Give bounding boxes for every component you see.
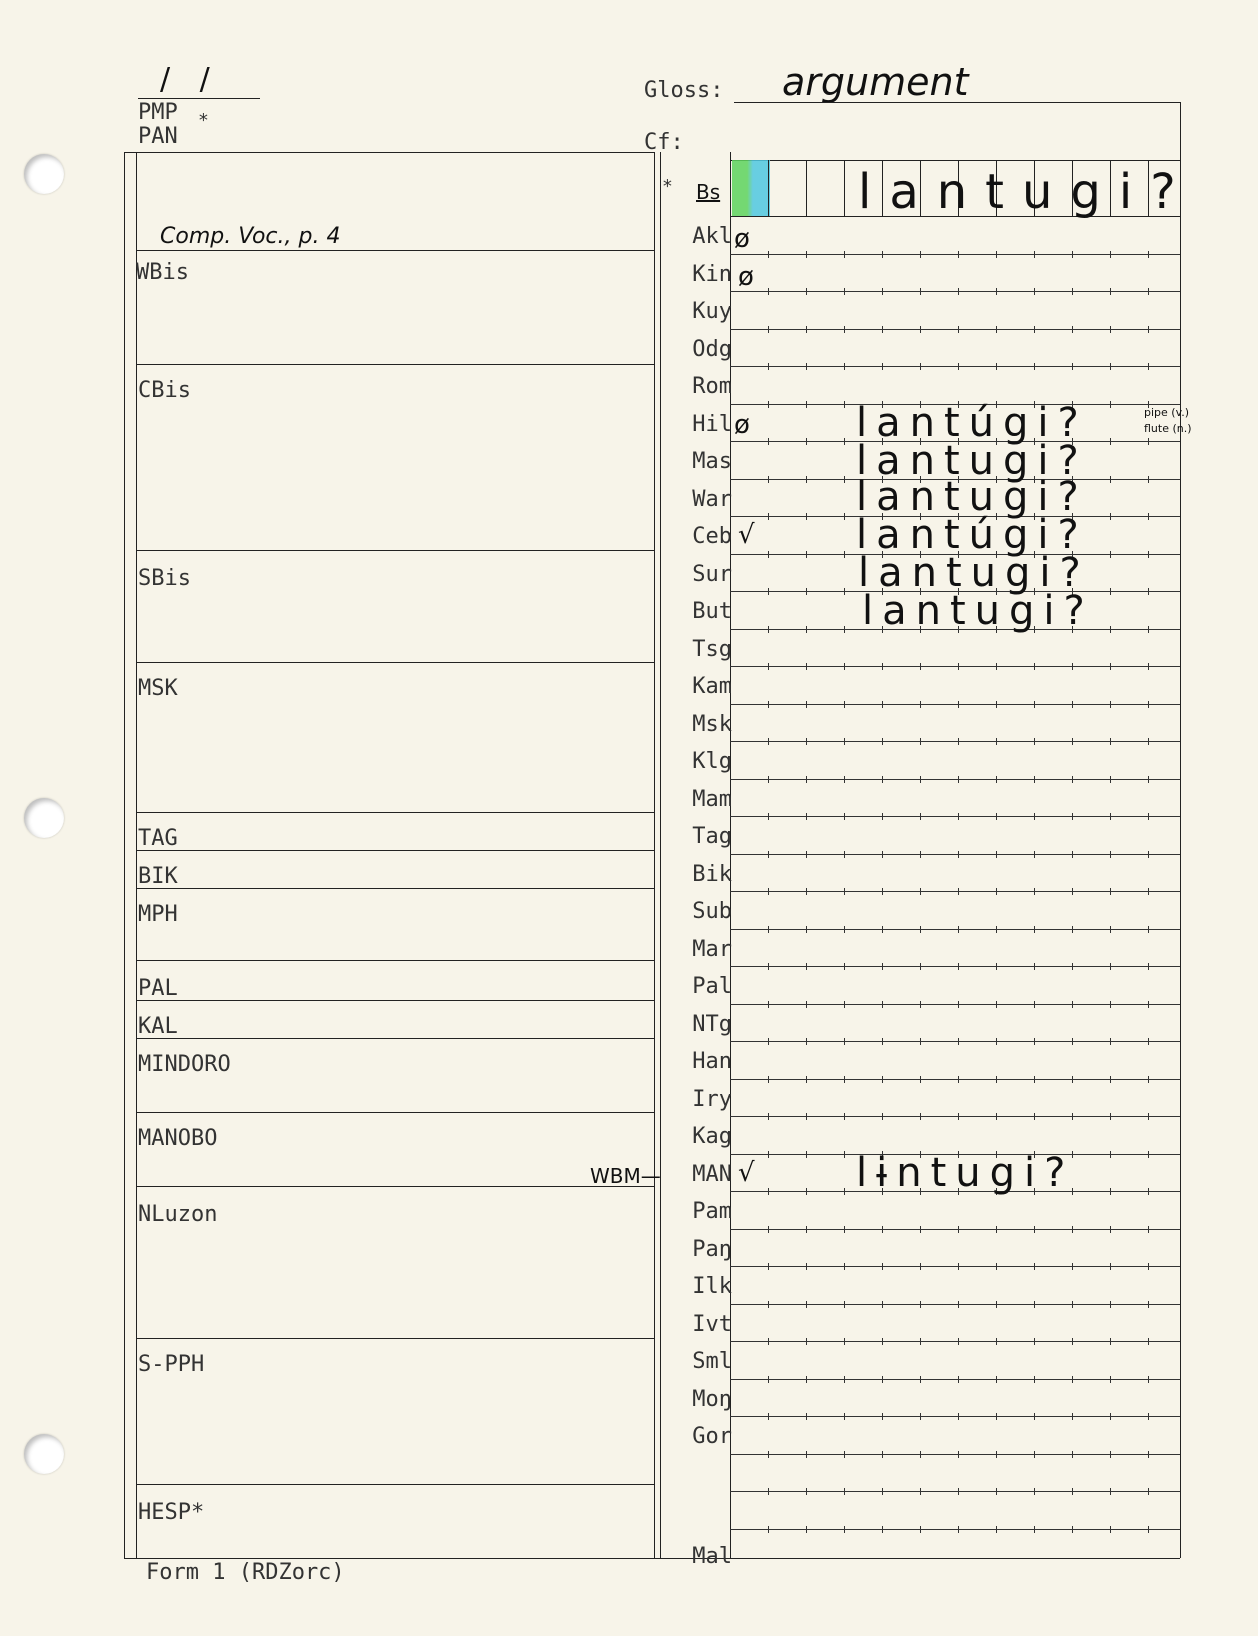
language-label-msk: Msk [692,711,732,737]
language-label-gor: Gor [692,1424,732,1449]
ruled-line [730,366,1180,367]
hil-note-flute: flute (n.) [1144,422,1192,435]
language-label-kam: Kam [692,674,732,699]
bs-entry: lantugi? [858,164,1194,220]
ruled-line [730,1266,1180,1267]
ruled-line [730,329,1180,330]
pmp-asterisk: * [198,110,209,131]
ceb-mark: √ [738,520,755,550]
section-label-msk: MSK [138,676,178,701]
ruled-line [730,1041,1180,1042]
pmp-label: PMP [138,100,178,125]
language-label-ceb: Ceb [692,524,732,549]
section-label-mindoro: MINDORO [138,1052,231,1077]
language-label-mar: Mar [692,936,732,962]
language-label-rom: Rom [692,374,732,399]
man-entry: lɨntugi? [856,1150,1075,1196]
section-label-tag: TAG [138,826,178,851]
hil-entry: lantúgi? [856,400,1088,446]
language-label-war: War [692,486,732,512]
punch-hole [24,154,64,194]
language-label-kuy: Kuy [692,299,732,324]
ruled-line [730,1116,1180,1117]
language-label-mas: Mas [692,449,732,474]
ruled-line [730,779,1180,780]
ruled-line [730,704,1180,705]
reference-note: Comp. Voc., p. 4 [160,224,341,249]
ruled-line [730,1304,1180,1305]
language-label-ilk: Ilk [692,1274,732,1299]
language-label-kag: Kag [692,1124,732,1149]
section-label-manobo: MANOBO [138,1126,218,1151]
language-label-sub: Sub [692,899,732,924]
language-label-pam: Pam [692,1199,732,1224]
ruled-line [730,666,1180,667]
language-label-ivt: Ivt [692,1311,732,1337]
hil-mark: ø [734,410,750,440]
ruled-line [730,1004,1180,1005]
language-label-man: MAN [692,1161,732,1187]
ruled-line [730,254,1180,255]
language-label-but: But [692,599,732,624]
mas-entry: lantugi? [856,438,1088,484]
ruled-line [730,966,1180,967]
punch-hole [24,1434,64,1474]
language-label-mam: Mam [692,786,732,812]
punch-hole [24,798,64,838]
section-label-kal: KAL [138,1014,178,1039]
language-label-mal: Mal [692,1544,732,1569]
ruled-line [730,1454,1180,1455]
gloss-label: Gloss: [644,78,724,103]
ruled-line [730,741,1180,742]
language-label-iry: Iry [692,1086,732,1112]
ruled-line [730,291,1180,292]
ruled-line [730,854,1180,855]
language-label-odg: Odg [692,336,732,362]
section-label-pal: PAL [138,976,178,1001]
bs-star: * [662,176,673,197]
section-label-wbis: WBis [136,260,189,285]
ruled-line [730,1341,1180,1342]
man-mark: √ [738,1158,755,1188]
cf-label: Cf: [644,130,684,155]
pan-label: PAN [138,124,178,149]
section-label-sbis: SBis [138,566,191,591]
ruled-line [730,1416,1180,1417]
ruled-line [730,891,1180,892]
date-slashes: / / [160,62,220,97]
language-label-kin: Kin [692,261,732,287]
language-label-sur: Sur [692,561,732,587]
ruled-line [730,1529,1180,1530]
akl-mark: ø [734,224,750,254]
language-label-akl: Akl [692,224,732,249]
language-label-moŋ: Moŋ [692,1386,732,1412]
section-label-nluzon: NLuzon [138,1202,218,1227]
section-label-cbis: CBis [138,378,191,403]
ceb-entry: lantúgi? [856,512,1088,558]
section-label-hesp: HESP* [138,1500,205,1525]
war-entry: lantugi? [856,474,1088,520]
ruled-line [730,929,1180,930]
bs-label: Bs [696,180,721,204]
language-label-hil: Hil [692,411,732,437]
language-label-bik: Bik [692,861,732,887]
section-label-s-pph: S-PPH [138,1352,205,1377]
gloss-value: argument [782,60,969,104]
language-label-sml: Sml [692,1349,732,1374]
language-label-klg: Klg [692,749,732,774]
ruled-line [730,1379,1180,1380]
section-label-bik: BIK [138,864,178,889]
kin-mark: ø [738,262,754,292]
language-label-paŋ: Paŋ [692,1236,732,1262]
language-label-tsg: Tsg [692,636,732,662]
ruled-line [730,1079,1180,1080]
ruled-line [730,1229,1180,1230]
language-label-pal: Pal [692,974,732,999]
ruled-line [730,816,1180,817]
language-label-ntg: NTg [692,1011,732,1037]
section-label-mph: MPH [138,902,178,927]
form-footer: Form 1 (RDZorc) [146,1560,345,1585]
ruled-line [730,1491,1180,1492]
language-label-han: Han [692,1049,732,1074]
man-prefix: WBM— [590,1164,661,1188]
language-label-tag: Tag [692,824,732,849]
hil-note-pipe: pipe (v.) [1144,406,1190,419]
sur-entry: lantugi? [858,550,1090,596]
but-entry: lantugi? [862,588,1094,634]
